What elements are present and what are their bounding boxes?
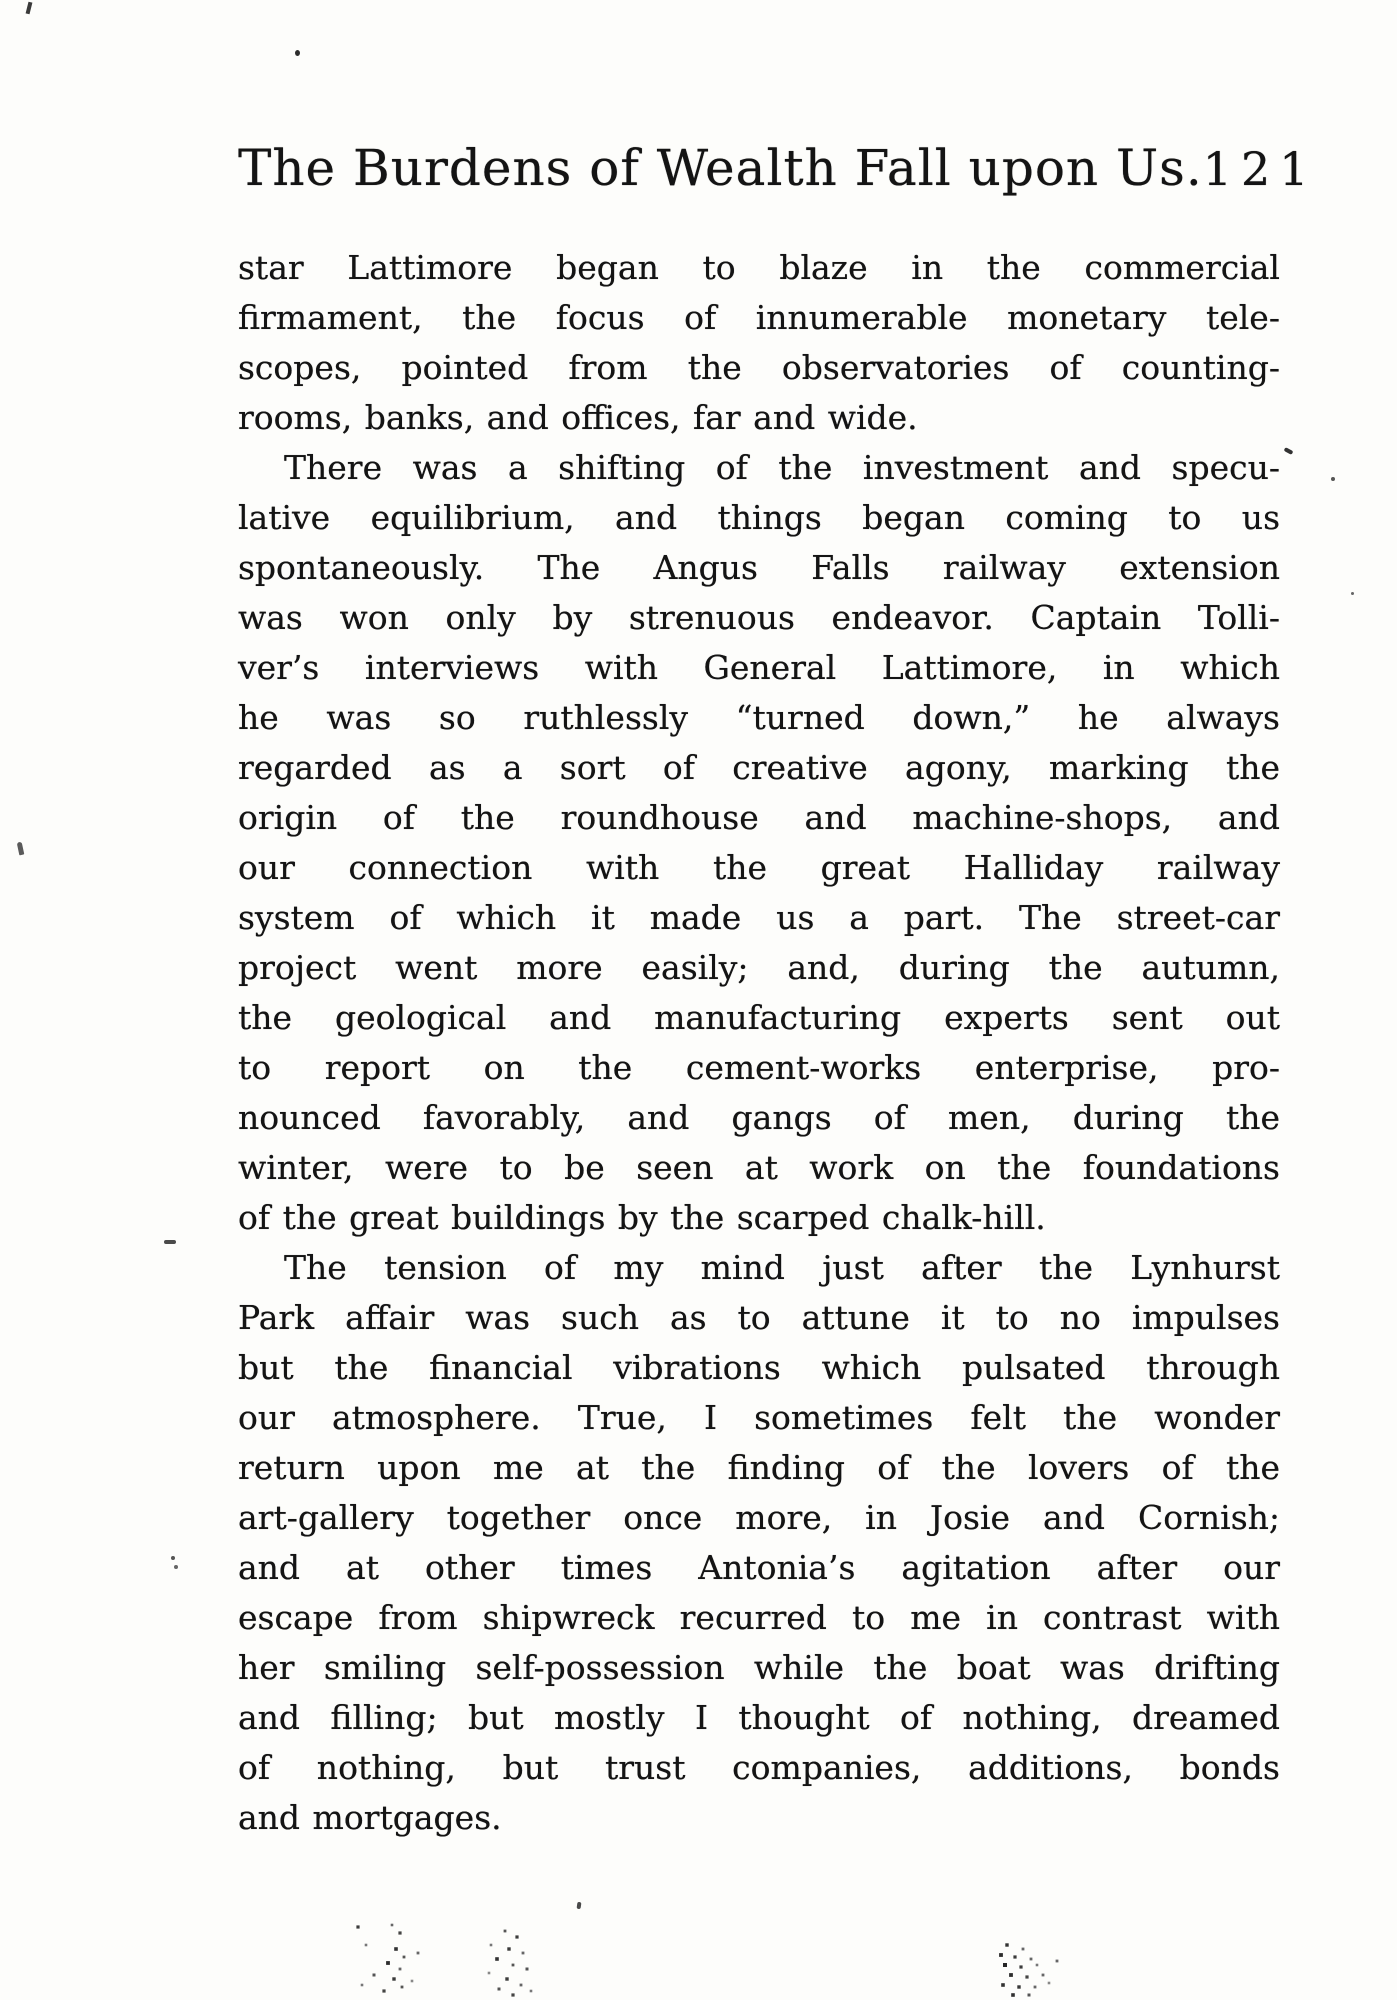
scan-artifact xyxy=(171,1556,175,1560)
scan-artifact xyxy=(17,842,25,856)
scan-artifact xyxy=(26,2,33,15)
text-line: of nothing, but trust companies, additions, bonds xyxy=(238,1748,1280,1787)
text-line: system of which it made us a part. The street-car xyxy=(238,898,1280,937)
scan-artifact xyxy=(1331,477,1335,481)
text-line: spontaneously. The Angus Falls railway extension xyxy=(238,548,1280,587)
scan-artifact xyxy=(1351,592,1354,595)
scan-artifact xyxy=(996,1942,998,1944)
text-line: winter, were to be seen at work on the foundations xyxy=(238,1148,1280,1187)
text-line: return upon me at the finding of the lovers of the xyxy=(238,1448,1280,1487)
paragraph xyxy=(238,443,1280,1243)
text-line: and filling; but mostly I thought of nothing, dreamed xyxy=(238,1698,1280,1737)
page-number: 121 xyxy=(1202,142,1318,196)
scan-artifact xyxy=(577,1902,582,1909)
text-line: escape from shipwreck recurred to me in contrast with xyxy=(238,1598,1280,1637)
text-line: her smiling self-possession while the boat was drifting xyxy=(238,1648,1280,1687)
scan-artifact xyxy=(482,1928,484,1930)
text-line: The tension of my mind just after the Lynhurst xyxy=(284,1248,1280,1287)
text-line: regarded as a sort of creative agony, marking the xyxy=(238,748,1280,787)
text-line: to report on the cement-works enterprise, pro- xyxy=(238,1048,1280,1087)
text-line: but the financial vibrations which pulsated through xyxy=(238,1348,1280,1387)
text-line: was won only by strenuous endeavor. Captain Tolli- xyxy=(238,598,1280,637)
text-line: project went more easily; and, during the autumn, xyxy=(238,948,1280,987)
text-line: and at other times Antonia’s agitation after our xyxy=(238,1548,1280,1587)
text-line: and mortgages. xyxy=(238,1798,502,1837)
text-line: nounced favorably, and gangs of men, during the xyxy=(238,1098,1280,1137)
text-line: lative equilibrium, and things began coming to us xyxy=(238,498,1280,537)
text-line: scopes, pointed from the observatories of counting- xyxy=(238,348,1280,387)
chapter-title: The Burdens of Wealth Fall upon Us. xyxy=(238,139,1203,197)
scan-artifact xyxy=(164,1240,176,1244)
paragraph xyxy=(238,1243,1280,1843)
text-line: the geological and manufacturing experts sent out xyxy=(238,998,1280,1037)
text-line: ver’s interviews with General Lattimore, in which xyxy=(238,648,1280,687)
scan-artifact xyxy=(355,1922,357,1924)
text-line: of the great buildings by the scarped chalk-hill. xyxy=(238,1198,1046,1237)
text-line: Park affair was such as to attune it to no impulses xyxy=(238,1298,1280,1337)
text-line: he was so ruthlessly “turned down,” he always xyxy=(238,698,1280,737)
body-text xyxy=(238,243,1280,1843)
scan-artifact xyxy=(1284,447,1294,455)
running-header xyxy=(238,138,1318,199)
text-line: our atmosphere. True, I sometimes felt the wonder xyxy=(238,1398,1280,1437)
paragraph xyxy=(238,243,1280,443)
text-line: star Lattimore began to blaze in the commercial xyxy=(238,248,1280,287)
text-line: firmament, the focus of innumerable monetary tele- xyxy=(238,298,1280,337)
text-line: origin of the roundhouse and machine-shops, and xyxy=(238,798,1280,837)
text-line: There was a shifting of the investment and specu- xyxy=(284,448,1280,487)
text-column xyxy=(238,0,1318,1843)
text-line: art-gallery together once more, in Josie and Cornish; xyxy=(238,1498,1280,1537)
text-line: our connection with the great Halliday railway xyxy=(238,848,1280,887)
text-line: rooms, banks, and offices, far and wide. xyxy=(238,398,918,437)
